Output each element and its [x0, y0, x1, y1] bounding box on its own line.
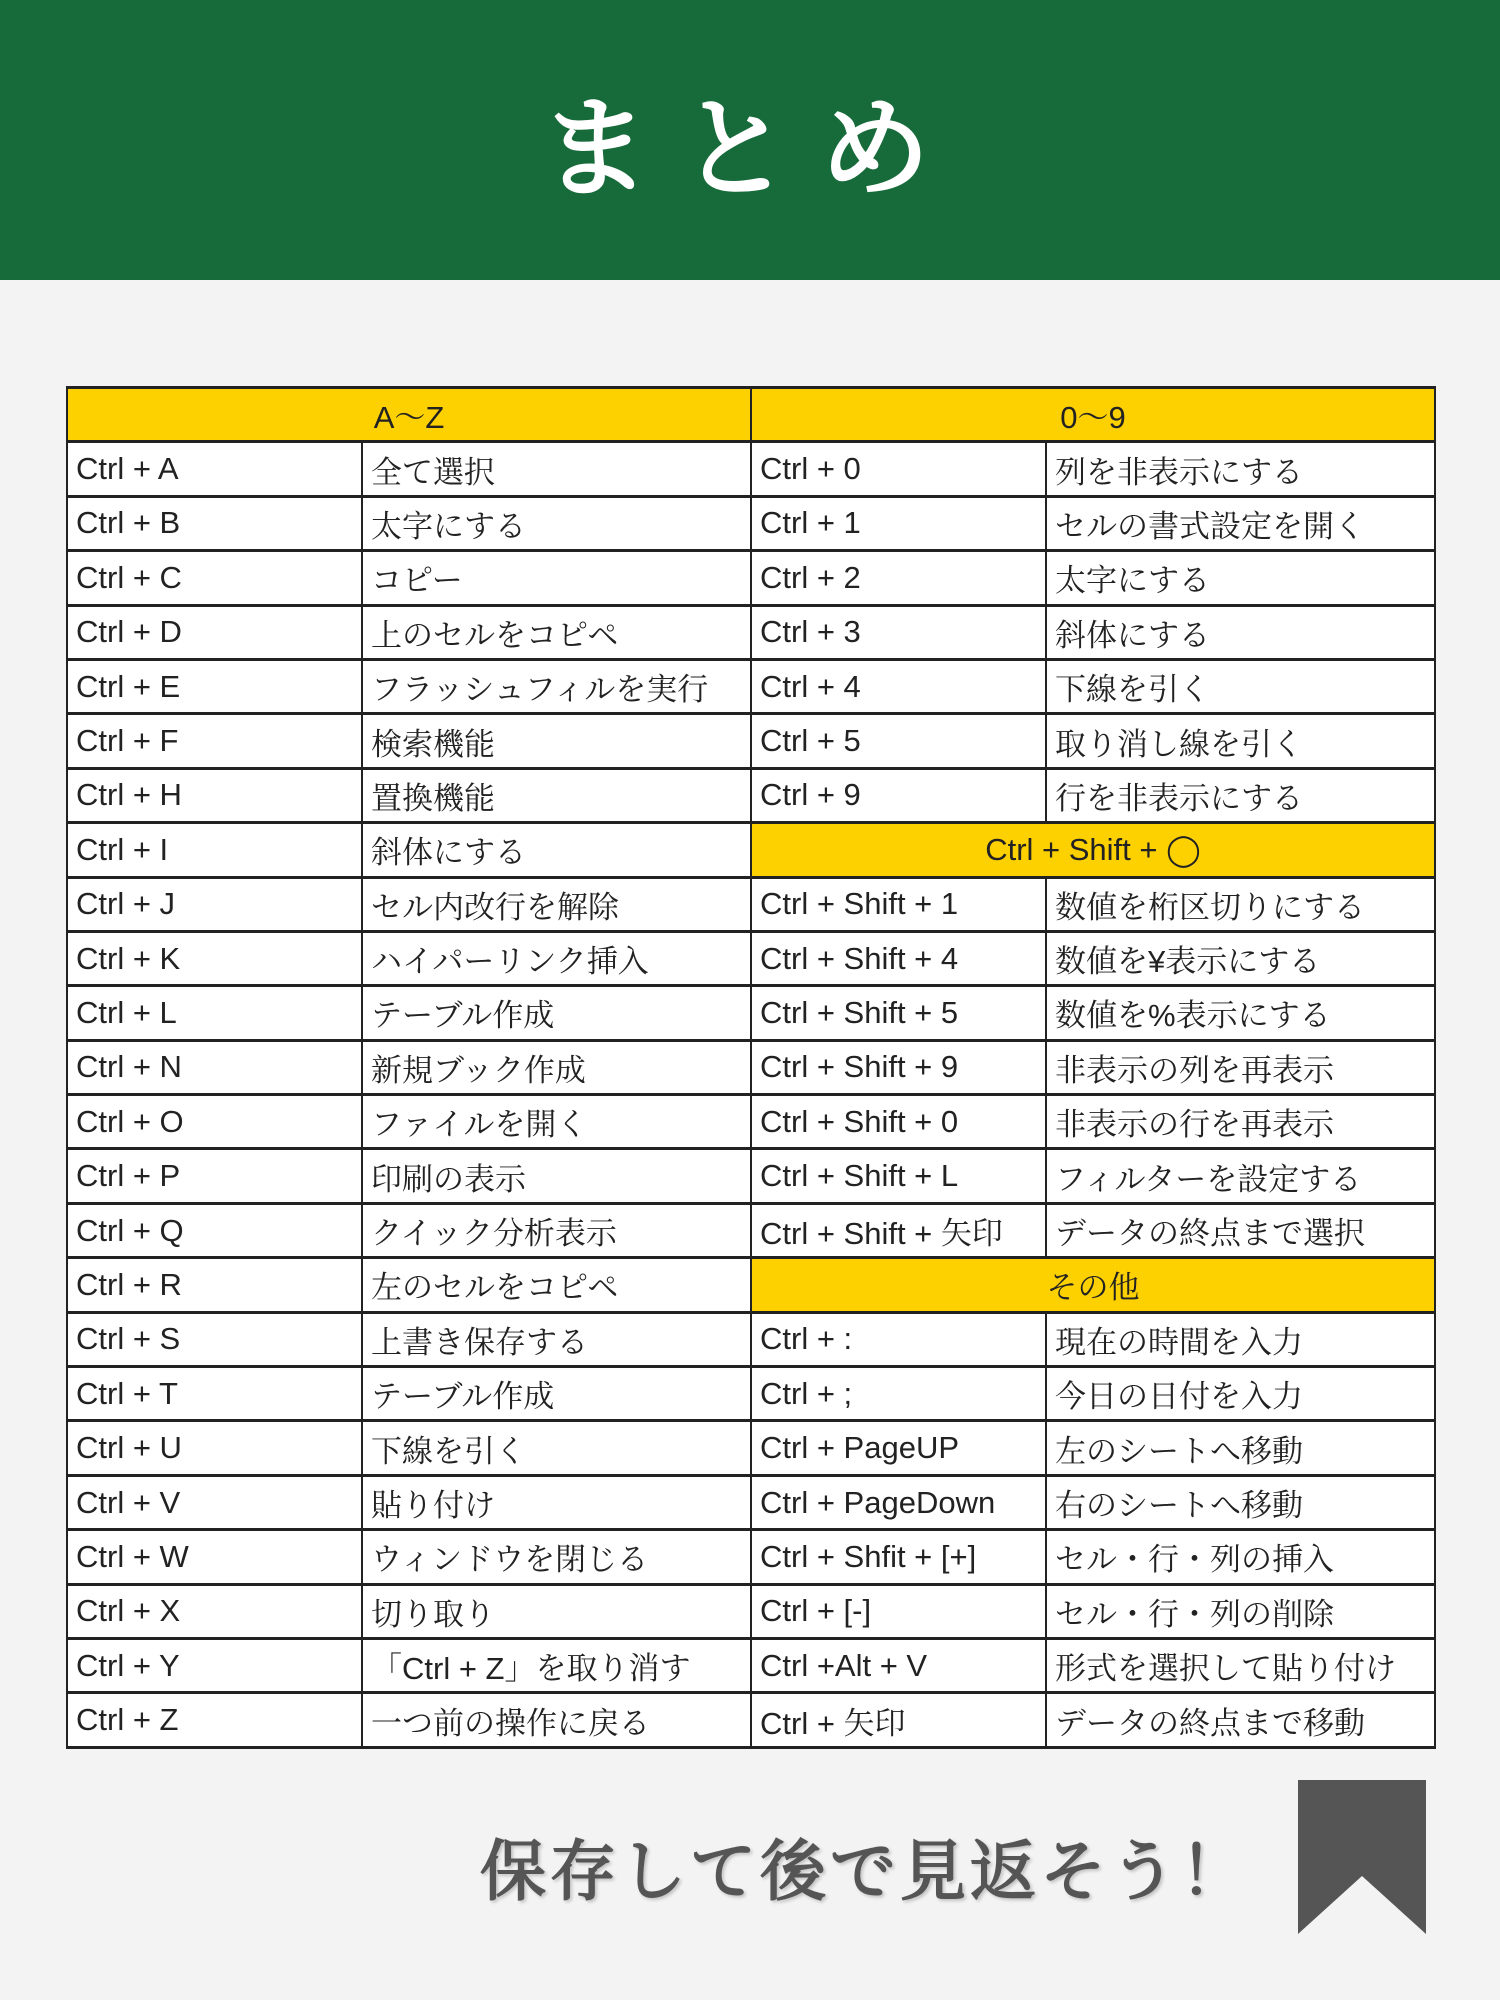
shortcut-description: セル・行・列の挿入 — [1047, 1531, 1436, 1585]
shortcut-key: Ctrl + Shift + 矢印 — [752, 1205, 1047, 1259]
shortcut-key: Ctrl + 2 — [752, 552, 1047, 606]
bookmark-icon[interactable] — [1298, 1780, 1426, 1934]
shortcut-description: 置換機能 — [363, 770, 752, 824]
shortcut-description: データの終点まで移動 — [1047, 1694, 1436, 1748]
shortcut-description: 行を非表示にする — [1047, 770, 1436, 824]
header-banner — [0, 0, 1500, 280]
shortcut-description: 数値を桁区切りにする — [1047, 879, 1436, 933]
shortcut-description: 非表示の行を再表示 — [1047, 1096, 1436, 1150]
shortcut-key: Ctrl + J — [68, 879, 363, 933]
shortcut-key: Ctrl + O — [68, 1096, 363, 1150]
shortcut-key: Ctrl + ; — [752, 1368, 1047, 1422]
shortcut-description: 新規ブック作成 — [363, 1042, 752, 1096]
section-header: 0～9 — [752, 389, 1436, 443]
table-row — [68, 443, 1436, 497]
shortcut-description: セル内改行を解除 — [363, 879, 752, 933]
shortcut-description: 太字にする — [1047, 552, 1436, 606]
table-row — [68, 607, 1436, 661]
shortcut-key: Ctrl + PageUP — [752, 1422, 1047, 1476]
shortcut-key: Ctrl + D — [68, 607, 363, 661]
shortcut-key: Ctrl + 1 — [752, 498, 1047, 552]
shortcut-description: 斜体にする — [1047, 607, 1436, 661]
shortcut-description: セル・行・列の削除 — [1047, 1586, 1436, 1640]
shortcut-key: Ctrl + V — [68, 1477, 363, 1531]
table-row — [68, 1586, 1436, 1640]
shortcut-key: Ctrl + 5 — [752, 715, 1047, 769]
shortcut-key: Ctrl + F — [68, 715, 363, 769]
table-row — [68, 1422, 1436, 1476]
shortcut-table — [66, 386, 1436, 1749]
footer-message: 保存して後で見返そう！ — [480, 1833, 1250, 1910]
table-row — [68, 987, 1436, 1041]
shortcut-key: Ctrl + H — [68, 770, 363, 824]
shortcut-key: Ctrl + X — [68, 1586, 363, 1640]
shortcut-description: セルの書式設定を開く — [1047, 498, 1436, 552]
shortcut-key: Ctrl + P — [68, 1150, 363, 1204]
shortcut-description: 印刷の表示 — [363, 1150, 752, 1204]
section-header-a-z: A～Z — [68, 389, 752, 443]
shortcut-key: Ctrl + Shift + 5 — [752, 987, 1047, 1041]
shortcut-key: Ctrl + C — [68, 552, 363, 606]
table-row — [68, 1042, 1436, 1096]
table-row — [68, 1640, 1436, 1694]
table-row — [68, 770, 1436, 824]
table-row — [68, 1531, 1436, 1585]
table-row — [68, 498, 1436, 552]
shortcut-key: Ctrl + W — [68, 1531, 363, 1585]
shortcut-key: Ctrl + : — [752, 1314, 1047, 1368]
shortcut-key: Ctrl + 3 — [752, 607, 1047, 661]
table-row — [68, 1477, 1436, 1531]
shortcut-description: 右のシートへ移動 — [1047, 1477, 1436, 1531]
table-row — [68, 824, 1436, 878]
shortcut-description: ウィンドウを閉じる — [363, 1531, 752, 1585]
shortcut-key: Ctrl + R — [68, 1259, 363, 1313]
shortcut-description: 左のセルをコピペ — [363, 1259, 752, 1313]
shortcut-description: 現在の時間を入力 — [1047, 1314, 1436, 1368]
shortcut-description: ファイルを開く — [363, 1096, 752, 1150]
shortcut-description: フラッシュフィルを実行 — [363, 661, 752, 715]
shortcut-description: 検索機能 — [363, 715, 752, 769]
table-row — [68, 715, 1436, 769]
shortcut-key: Ctrl + I — [68, 824, 363, 878]
table-row — [68, 1314, 1436, 1368]
shortcut-description: 数値を%表示にする — [1047, 987, 1436, 1041]
shortcut-key: Ctrl + PageDown — [752, 1477, 1047, 1531]
shortcut-key: Ctrl +Alt + V — [752, 1640, 1047, 1694]
shortcut-key: Ctrl + Y — [68, 1640, 363, 1694]
shortcut-description: ハイパーリンク挿入 — [363, 933, 752, 987]
shortcut-description: 列を非表示にする — [1047, 443, 1436, 497]
table-row — [68, 879, 1436, 933]
shortcut-key: Ctrl + [-] — [752, 1586, 1047, 1640]
shortcut-key: Ctrl + B — [68, 498, 363, 552]
shortcut-description: 非表示の列を再表示 — [1047, 1042, 1436, 1096]
table-header-row — [68, 389, 1436, 443]
shortcut-description: 太字にする — [363, 498, 752, 552]
shortcut-description: 下線を引く — [1047, 661, 1436, 715]
shortcut-description: データの終点まで選択 — [1047, 1205, 1436, 1259]
shortcut-key: Ctrl + N — [68, 1042, 363, 1096]
shortcut-key: Ctrl + Shift + L — [752, 1150, 1047, 1204]
shortcut-key: Ctrl + Z — [68, 1694, 363, 1748]
shortcut-key: Ctrl + Shift + 4 — [752, 933, 1047, 987]
shortcut-key: Ctrl + Shfit + [+] — [752, 1531, 1047, 1585]
shortcut-description: 数値を¥表示にする — [1047, 933, 1436, 987]
shortcut-key: Ctrl + 0 — [752, 443, 1047, 497]
shortcut-description: フィルターを設定する — [1047, 1150, 1436, 1204]
shortcut-key: Ctrl + K — [68, 933, 363, 987]
section-header: その他 — [752, 1259, 1436, 1313]
table-row — [68, 661, 1436, 715]
shortcut-description: テーブル作成 — [363, 987, 752, 1041]
table-row — [68, 1259, 1436, 1313]
shortcut-key: Ctrl + Shift + 9 — [752, 1042, 1047, 1096]
shortcut-description: 一つ前の操作に戻る — [363, 1694, 752, 1748]
section-header: Ctrl + Shift + ◯ — [752, 824, 1436, 878]
shortcut-description: 取り消し線を引く — [1047, 715, 1436, 769]
shortcut-key: Ctrl + 4 — [752, 661, 1047, 715]
shortcut-description: 全て選択 — [363, 443, 752, 497]
shortcut-description: 左のシートへ移動 — [1047, 1422, 1436, 1476]
shortcut-key: Ctrl + E — [68, 661, 363, 715]
shortcut-key: Ctrl + 9 — [752, 770, 1047, 824]
table-row — [68, 552, 1436, 606]
shortcut-description: 「Ctrl + Z」を取り消す — [363, 1640, 752, 1694]
table-row — [68, 933, 1436, 987]
shortcut-description: 下線を引く — [363, 1422, 752, 1476]
shortcut-key: Ctrl + S — [68, 1314, 363, 1368]
table-row — [68, 1150, 1436, 1204]
shortcut-key: Ctrl + A — [68, 443, 363, 497]
shortcut-key: Ctrl + U — [68, 1422, 363, 1476]
table-row — [68, 1368, 1436, 1422]
shortcut-description: 上のセルをコピペ — [363, 607, 752, 661]
shortcut-description: 貼り付け — [363, 1477, 752, 1531]
shortcut-key: Ctrl + Q — [68, 1205, 363, 1259]
shortcut-description: クイック分析表示 — [363, 1205, 752, 1259]
shortcut-description: テーブル作成 — [363, 1368, 752, 1422]
shortcut-description: 形式を選択して貼り付け — [1047, 1640, 1436, 1694]
shortcut-key: Ctrl + T — [68, 1368, 363, 1422]
table-row — [68, 1096, 1436, 1150]
page-title: まとめ — [540, 85, 960, 213]
table-row — [68, 1205, 1436, 1259]
shortcut-key: Ctrl + L — [68, 987, 363, 1041]
shortcut-description: 上書き保存する — [363, 1314, 752, 1368]
shortcut-description: 今日の日付を入力 — [1047, 1368, 1436, 1422]
table-row — [68, 1694, 1436, 1748]
shortcut-key: Ctrl + Shift + 0 — [752, 1096, 1047, 1150]
shortcut-description: 斜体にする — [363, 824, 752, 878]
shortcut-description: 切り取り — [363, 1586, 752, 1640]
shortcut-key: Ctrl + Shift + 1 — [752, 879, 1047, 933]
shortcut-description: コピー — [363, 552, 752, 606]
shortcut-key: Ctrl + 矢印 — [752, 1694, 1047, 1748]
